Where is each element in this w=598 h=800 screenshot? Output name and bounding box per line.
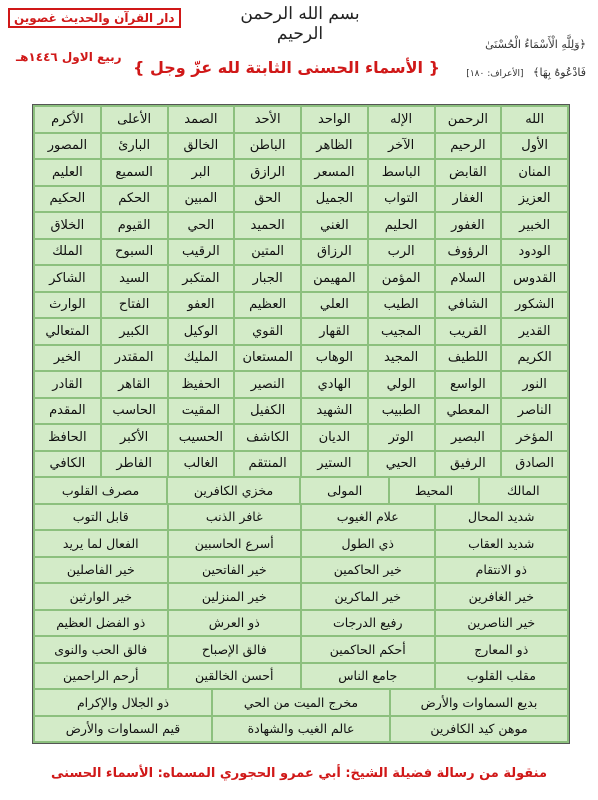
name-cell: القيوم — [102, 213, 167, 238]
name-cell: أرحم الراحمين — [35, 664, 167, 689]
names-row — [34, 106, 568, 133]
name-cell: الحافظ — [35, 425, 100, 450]
name-cell: العظيم — [235, 293, 300, 318]
name-cell: الوارث — [35, 293, 100, 318]
names-row — [34, 371, 568, 398]
name-cell: البر — [169, 160, 234, 185]
name-cell: عالم الغيب والشهادة — [213, 717, 389, 742]
name-cell: الرقيب — [169, 240, 234, 265]
name-cell: الرفيق — [436, 452, 501, 477]
name-cell: مصرف القلوب — [35, 478, 166, 503]
name-cell: المولى — [301, 478, 388, 503]
name-cell: المؤمن — [369, 266, 434, 291]
name-cell: الصمد — [169, 107, 234, 132]
name-cell: المقتدر — [102, 346, 167, 371]
ayah-reference: [الأعراف: ١٨٠] — [466, 69, 524, 79]
names-row — [34, 239, 568, 266]
name-cell: التواب — [369, 187, 434, 212]
name-cell: الشاكر — [35, 266, 100, 291]
name-cell: فالق الإصباح — [169, 637, 301, 662]
name-cell: شديد المحال — [436, 505, 568, 530]
names-row — [34, 530, 568, 557]
name-cell: الجبار — [235, 266, 300, 291]
name-cell: الخلاق — [35, 213, 100, 238]
names-row — [34, 133, 568, 160]
name-cell: الكريم — [502, 346, 567, 371]
name-cell: الملك — [35, 240, 100, 265]
name-cell: المؤخر — [502, 425, 567, 450]
name-cell: الكافي — [35, 452, 100, 477]
ayah-line-2 — [466, 66, 586, 79]
name-cell: المنتقم — [235, 452, 300, 477]
name-cell: المالك — [480, 478, 567, 503]
name-cell: الغني — [302, 213, 367, 238]
name-cell: الخالق — [169, 134, 234, 159]
name-cell: القهار — [302, 319, 367, 344]
name-cell: المقيت — [169, 399, 234, 424]
source-footer: منقولة من رسالة فضيلة الشيخ: أبي عمرو الحجوري المسماه: الأسماء الحسنى — [51, 766, 547, 781]
names-row — [34, 159, 568, 186]
name-cell: السلام — [436, 266, 501, 291]
name-cell: الحميد — [235, 213, 300, 238]
name-cell: الكفيل — [235, 399, 300, 424]
names-grid — [32, 104, 570, 744]
name-cell: المليك — [169, 346, 234, 371]
name-cell: المنان — [502, 160, 567, 185]
names-row — [34, 636, 568, 663]
names-row — [34, 398, 568, 425]
name-cell: الآخر — [369, 134, 434, 159]
name-cell: غافر الذنب — [169, 505, 301, 530]
name-cell: الغفار — [436, 187, 501, 212]
name-cell: الصادق — [502, 452, 567, 477]
name-cell: الوتر — [369, 425, 434, 450]
name-cell: ذو الفضل العظيم — [35, 611, 167, 636]
name-cell: موهن كيد الكافرين — [391, 717, 567, 742]
name-cell: الغالب — [169, 452, 234, 477]
name-cell: الخير — [35, 346, 100, 371]
name-cell: الحيي — [369, 452, 434, 477]
name-cell: السيد — [102, 266, 167, 291]
names-row — [34, 663, 568, 690]
name-cell: الله — [502, 107, 567, 132]
name-cell: ذو الجلال والإكرام — [35, 690, 211, 715]
name-cell: المتكبر — [169, 266, 234, 291]
name-cell: النصير — [235, 372, 300, 397]
names-row — [34, 689, 568, 716]
name-cell: أسرع الحاسبين — [169, 531, 301, 556]
name-cell: الوهاب — [302, 346, 367, 371]
name-cell: فالق الحب والنوى — [35, 637, 167, 662]
name-cell: الأكرم — [35, 107, 100, 132]
name-cell: الطبيب — [369, 399, 434, 424]
name-cell: القابض — [436, 160, 501, 185]
name-cell: العزيز — [502, 187, 567, 212]
name-cell: القوي — [235, 319, 300, 344]
name-cell: الأعلى — [102, 107, 167, 132]
name-cell: الحي — [169, 213, 234, 238]
name-cell: الحليم — [369, 213, 434, 238]
names-row — [34, 186, 568, 213]
name-cell: الفاطر — [102, 452, 167, 477]
names-row — [34, 610, 568, 637]
name-cell: الرب — [369, 240, 434, 265]
name-cell: الأول — [502, 134, 567, 159]
names-row — [34, 557, 568, 584]
names-row — [34, 504, 568, 531]
name-cell: أحسن الخالقين — [169, 664, 301, 689]
name-cell: السميع — [102, 160, 167, 185]
name-cell: الستير — [302, 452, 367, 477]
name-cell: علام الغيوب — [302, 505, 434, 530]
names-row — [34, 265, 568, 292]
name-cell: خير الناصرين — [436, 611, 568, 636]
name-cell: القادر — [35, 372, 100, 397]
name-cell: الفعال لما يريد — [35, 531, 167, 556]
name-cell: المهيمن — [302, 266, 367, 291]
name-cell: المحيط — [390, 478, 477, 503]
name-cell: المجيب — [369, 319, 434, 344]
name-cell: الأحد — [235, 107, 300, 132]
name-cell: الحق — [235, 187, 300, 212]
names-row — [34, 212, 568, 239]
name-cell: المصور — [35, 134, 100, 159]
name-cell: الرزاق — [302, 240, 367, 265]
name-cell: المسعر — [302, 160, 367, 185]
name-cell: القدير — [502, 319, 567, 344]
ayah-text: فَادْعُوهُ بِهَا﴾ — [533, 66, 586, 79]
names-row — [34, 477, 568, 504]
name-cell: الرحمن — [436, 107, 501, 132]
name-cell: البارئ — [102, 134, 167, 159]
brand-label: دار القرآن والحديث غصوين — [8, 8, 181, 28]
name-cell: الباسط — [369, 160, 434, 185]
name-cell: الرحيم — [436, 134, 501, 159]
ayah-line-1: ﴿وَلِلَّهِ الْأَسْمَاءُ الْحُسْنَىٰ — [485, 38, 586, 51]
name-cell: خير الوارثين — [35, 584, 167, 609]
name-cell: الحكيم — [35, 187, 100, 212]
name-cell: اللطيف — [436, 346, 501, 371]
names-row — [34, 318, 568, 345]
name-cell: الشهيد — [302, 399, 367, 424]
name-cell: ذو المعارج — [436, 637, 568, 662]
name-cell: الشافي — [436, 293, 501, 318]
name-cell: ذو الانتقام — [436, 558, 568, 583]
name-cell: الكاشف — [235, 425, 300, 450]
name-cell: الفتاح — [102, 293, 167, 318]
name-cell: المقدم — [35, 399, 100, 424]
name-cell: القاهر — [102, 372, 167, 397]
name-cell: خير المنزلين — [169, 584, 301, 609]
name-cell: الكبير — [102, 319, 167, 344]
name-cell: الحاسب — [102, 399, 167, 424]
name-cell: الواسع — [436, 372, 501, 397]
basmala-calligraphy: بسم الله الرحمن الرحيم — [240, 4, 360, 44]
name-cell: خير الماكرين — [302, 584, 434, 609]
name-cell: المتعالي — [35, 319, 100, 344]
name-cell: السبوح — [102, 240, 167, 265]
name-cell: الحسيب — [169, 425, 234, 450]
name-cell: المعطي — [436, 399, 501, 424]
name-cell: مقلب القلوب — [436, 664, 568, 689]
name-cell: الحكم — [102, 187, 167, 212]
names-row — [34, 583, 568, 610]
name-cell: قابل التوب — [35, 505, 167, 530]
name-cell: قيم السماوات والأرض — [35, 717, 211, 742]
name-cell: العلي — [302, 293, 367, 318]
name-cell: الطيب — [369, 293, 434, 318]
name-cell: الولي — [369, 372, 434, 397]
name-cell: رفيع الدرجات — [302, 611, 434, 636]
name-cell: الوكيل — [169, 319, 234, 344]
name-cell: المجيد — [369, 346, 434, 371]
name-cell: الودود — [502, 240, 567, 265]
name-cell: أحكم الحاكمين — [302, 637, 434, 662]
name-cell: المتين — [235, 240, 300, 265]
name-cell: المستعان — [235, 346, 300, 371]
name-cell: البصير — [436, 425, 501, 450]
name-cell: ذو العرش — [169, 611, 301, 636]
name-cell: المبين — [169, 187, 234, 212]
names-row — [34, 424, 568, 451]
names-row — [34, 345, 568, 372]
name-cell: الواحد — [302, 107, 367, 132]
name-cell: الإله — [369, 107, 434, 132]
name-cell: القريب — [436, 319, 501, 344]
name-cell: خير الفاصلين — [35, 558, 167, 583]
hijri-date: ربيع الاول ١٤٤٦هـ — [16, 50, 122, 64]
name-cell: القدوس — [502, 266, 567, 291]
name-cell: ذي الطول — [302, 531, 434, 556]
names-row — [34, 451, 568, 478]
name-cell: الأكبر — [102, 425, 167, 450]
name-cell: خير الفاتحين — [169, 558, 301, 583]
name-cell: الخبير — [502, 213, 567, 238]
name-cell: الشكور — [502, 293, 567, 318]
name-cell: الرؤوف — [436, 240, 501, 265]
names-row — [34, 716, 568, 743]
name-cell: الباطن — [235, 134, 300, 159]
name-cell: العليم — [35, 160, 100, 185]
name-cell: جامع الناس — [302, 664, 434, 689]
name-cell: الرازق — [235, 160, 300, 185]
name-cell: بديع السماوات والأرض — [391, 690, 567, 715]
name-cell: خير الغافرين — [436, 584, 568, 609]
name-cell: الهادي — [302, 372, 367, 397]
name-cell: الديان — [302, 425, 367, 450]
name-cell: العفو — [169, 293, 234, 318]
page-header — [0, 0, 598, 96]
name-cell: النور — [502, 372, 567, 397]
name-cell: مخرج الميت من الحي — [213, 690, 389, 715]
name-cell: الغفور — [436, 213, 501, 238]
name-cell: شديد العقاب — [436, 531, 568, 556]
name-cell: الجميل — [302, 187, 367, 212]
name-cell: مخزي الكافرين — [168, 478, 299, 503]
name-cell: الناصر — [502, 399, 567, 424]
name-cell: خير الحاكمين — [302, 558, 434, 583]
name-cell: الحفيظ — [169, 372, 234, 397]
name-cell: الظاهر — [302, 134, 367, 159]
names-row — [34, 292, 568, 319]
page-title: { الأسماء الحسنى الثابتة لله عزّ وجل } — [133, 58, 440, 77]
